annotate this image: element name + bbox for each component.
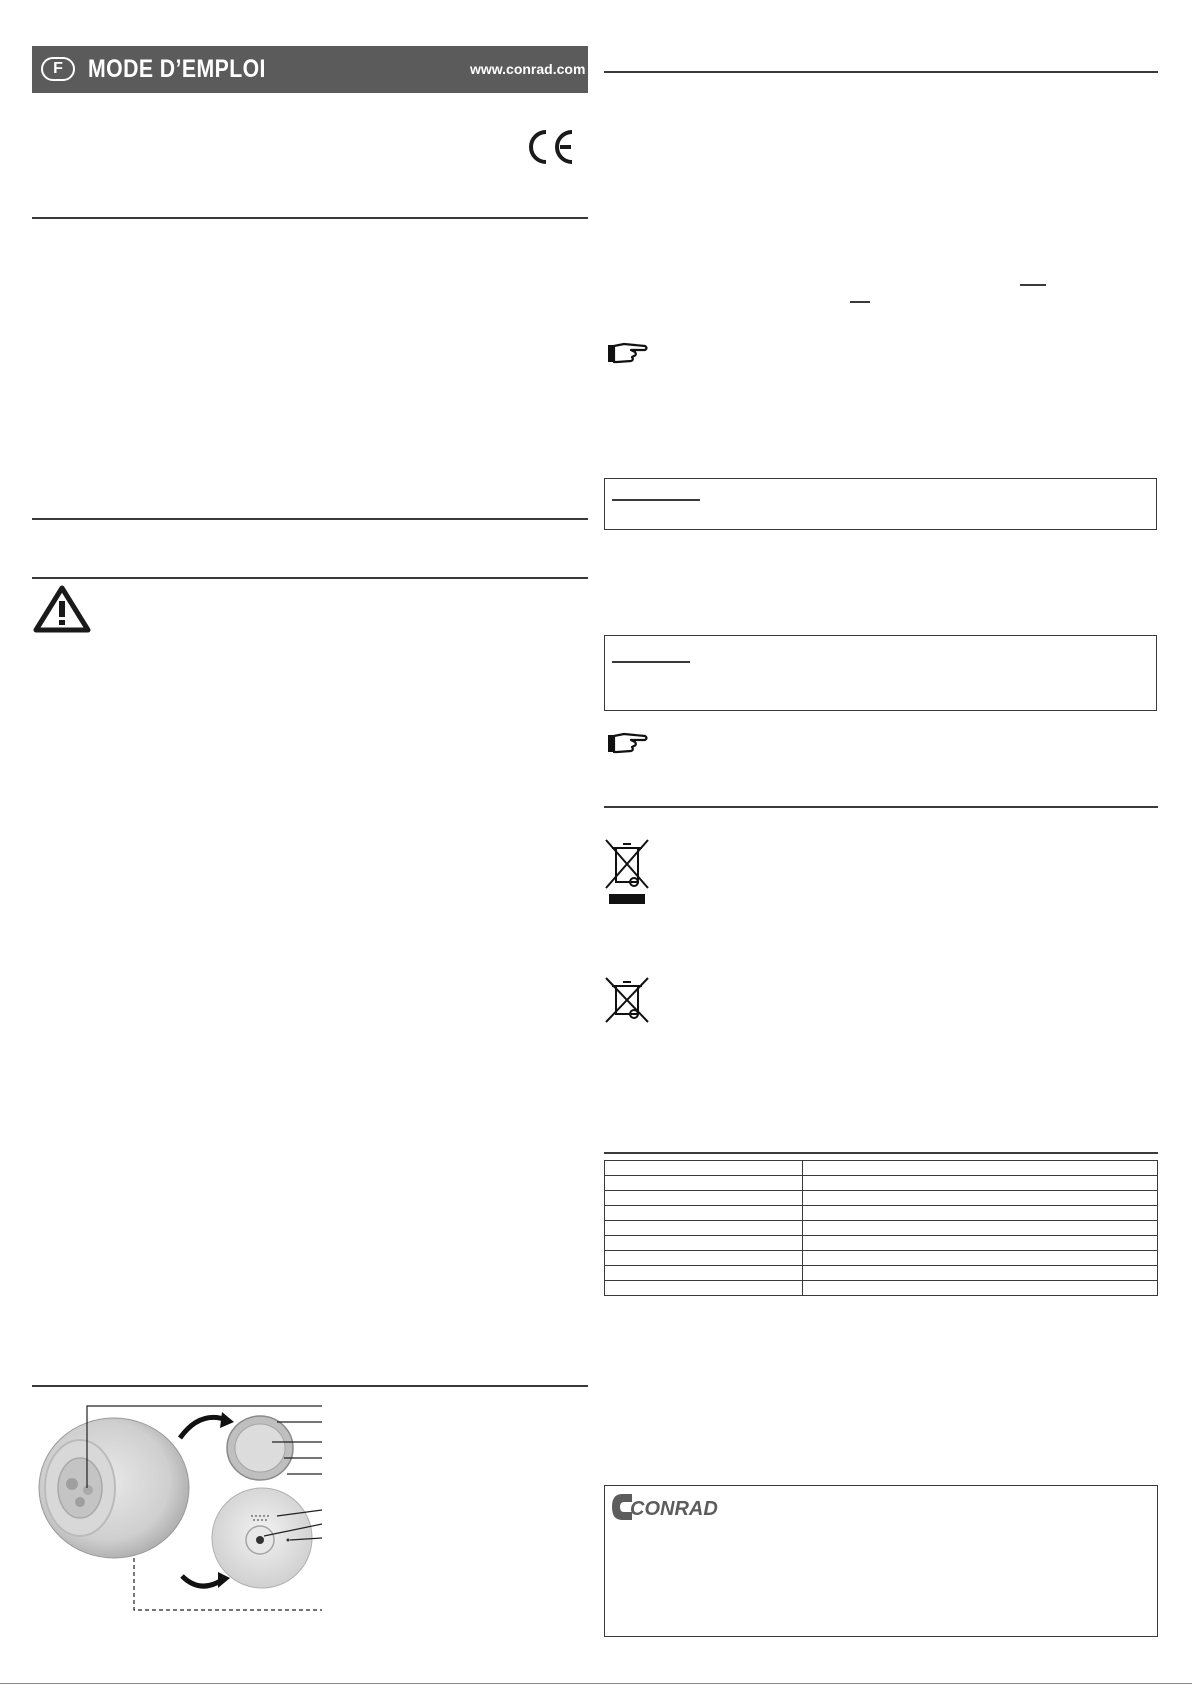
warning-triangle-icon: [32, 584, 92, 634]
table-row: [605, 1161, 1158, 1176]
section-divider: [604, 806, 1158, 808]
text-underline: [1020, 284, 1046, 286]
notice-box: [604, 478, 1157, 530]
table-row: [605, 1251, 1158, 1266]
section-divider: [604, 71, 1158, 73]
website-link[interactable]: www.conrad.com: [470, 61, 586, 77]
table-cell: [803, 1206, 1158, 1221]
table-cell: [605, 1251, 803, 1266]
table-cell: [605, 1221, 803, 1236]
table-cell: [803, 1221, 1158, 1236]
pointing-hand-icon: [607, 730, 649, 756]
table-cell: [803, 1176, 1158, 1191]
page-edge-line: [0, 1683, 1192, 1684]
language-badge: F: [41, 57, 75, 81]
section-divider: [32, 1385, 588, 1387]
table-cell: [803, 1266, 1158, 1281]
specifications-table: [604, 1160, 1158, 1296]
product-figure: [32, 1398, 332, 1613]
table-row: [605, 1266, 1158, 1281]
notice-box: [604, 635, 1157, 711]
table-cell: [803, 1281, 1158, 1296]
table-cell: [605, 1236, 803, 1251]
table-cell: [605, 1266, 803, 1281]
box-heading-underline: [612, 499, 700, 501]
table-row: [605, 1206, 1158, 1221]
table-row: [605, 1281, 1158, 1296]
table-cell: [605, 1281, 803, 1296]
document-title: MODE D’EMPLOI: [88, 55, 266, 83]
conrad-logo: [610, 1491, 730, 1523]
conrad-logo-text: CONRAD: [630, 1498, 718, 1520]
box-heading-underline: [612, 661, 690, 663]
pointing-hand-icon: [607, 340, 649, 366]
table-row: [605, 1221, 1158, 1236]
table-cell: [605, 1161, 803, 1176]
section-divider: [32, 577, 588, 579]
section-divider: [32, 217, 588, 219]
section-divider: [32, 518, 588, 520]
crossed-bin-icon: [604, 976, 650, 1024]
crossed-bin-icon: [604, 838, 650, 906]
table-cell: [803, 1236, 1158, 1251]
table-cell: [605, 1191, 803, 1206]
table-cell: [605, 1206, 803, 1221]
text-underline: [850, 301, 870, 303]
table-row: [605, 1191, 1158, 1206]
table-row: [605, 1176, 1158, 1191]
ce-mark-icon: [524, 127, 576, 167]
table-cell: [605, 1176, 803, 1191]
section-divider: [604, 1152, 1158, 1154]
table-cell: [803, 1161, 1158, 1176]
table-row: [605, 1236, 1158, 1251]
table-cell: [803, 1191, 1158, 1206]
table-cell: [803, 1251, 1158, 1266]
